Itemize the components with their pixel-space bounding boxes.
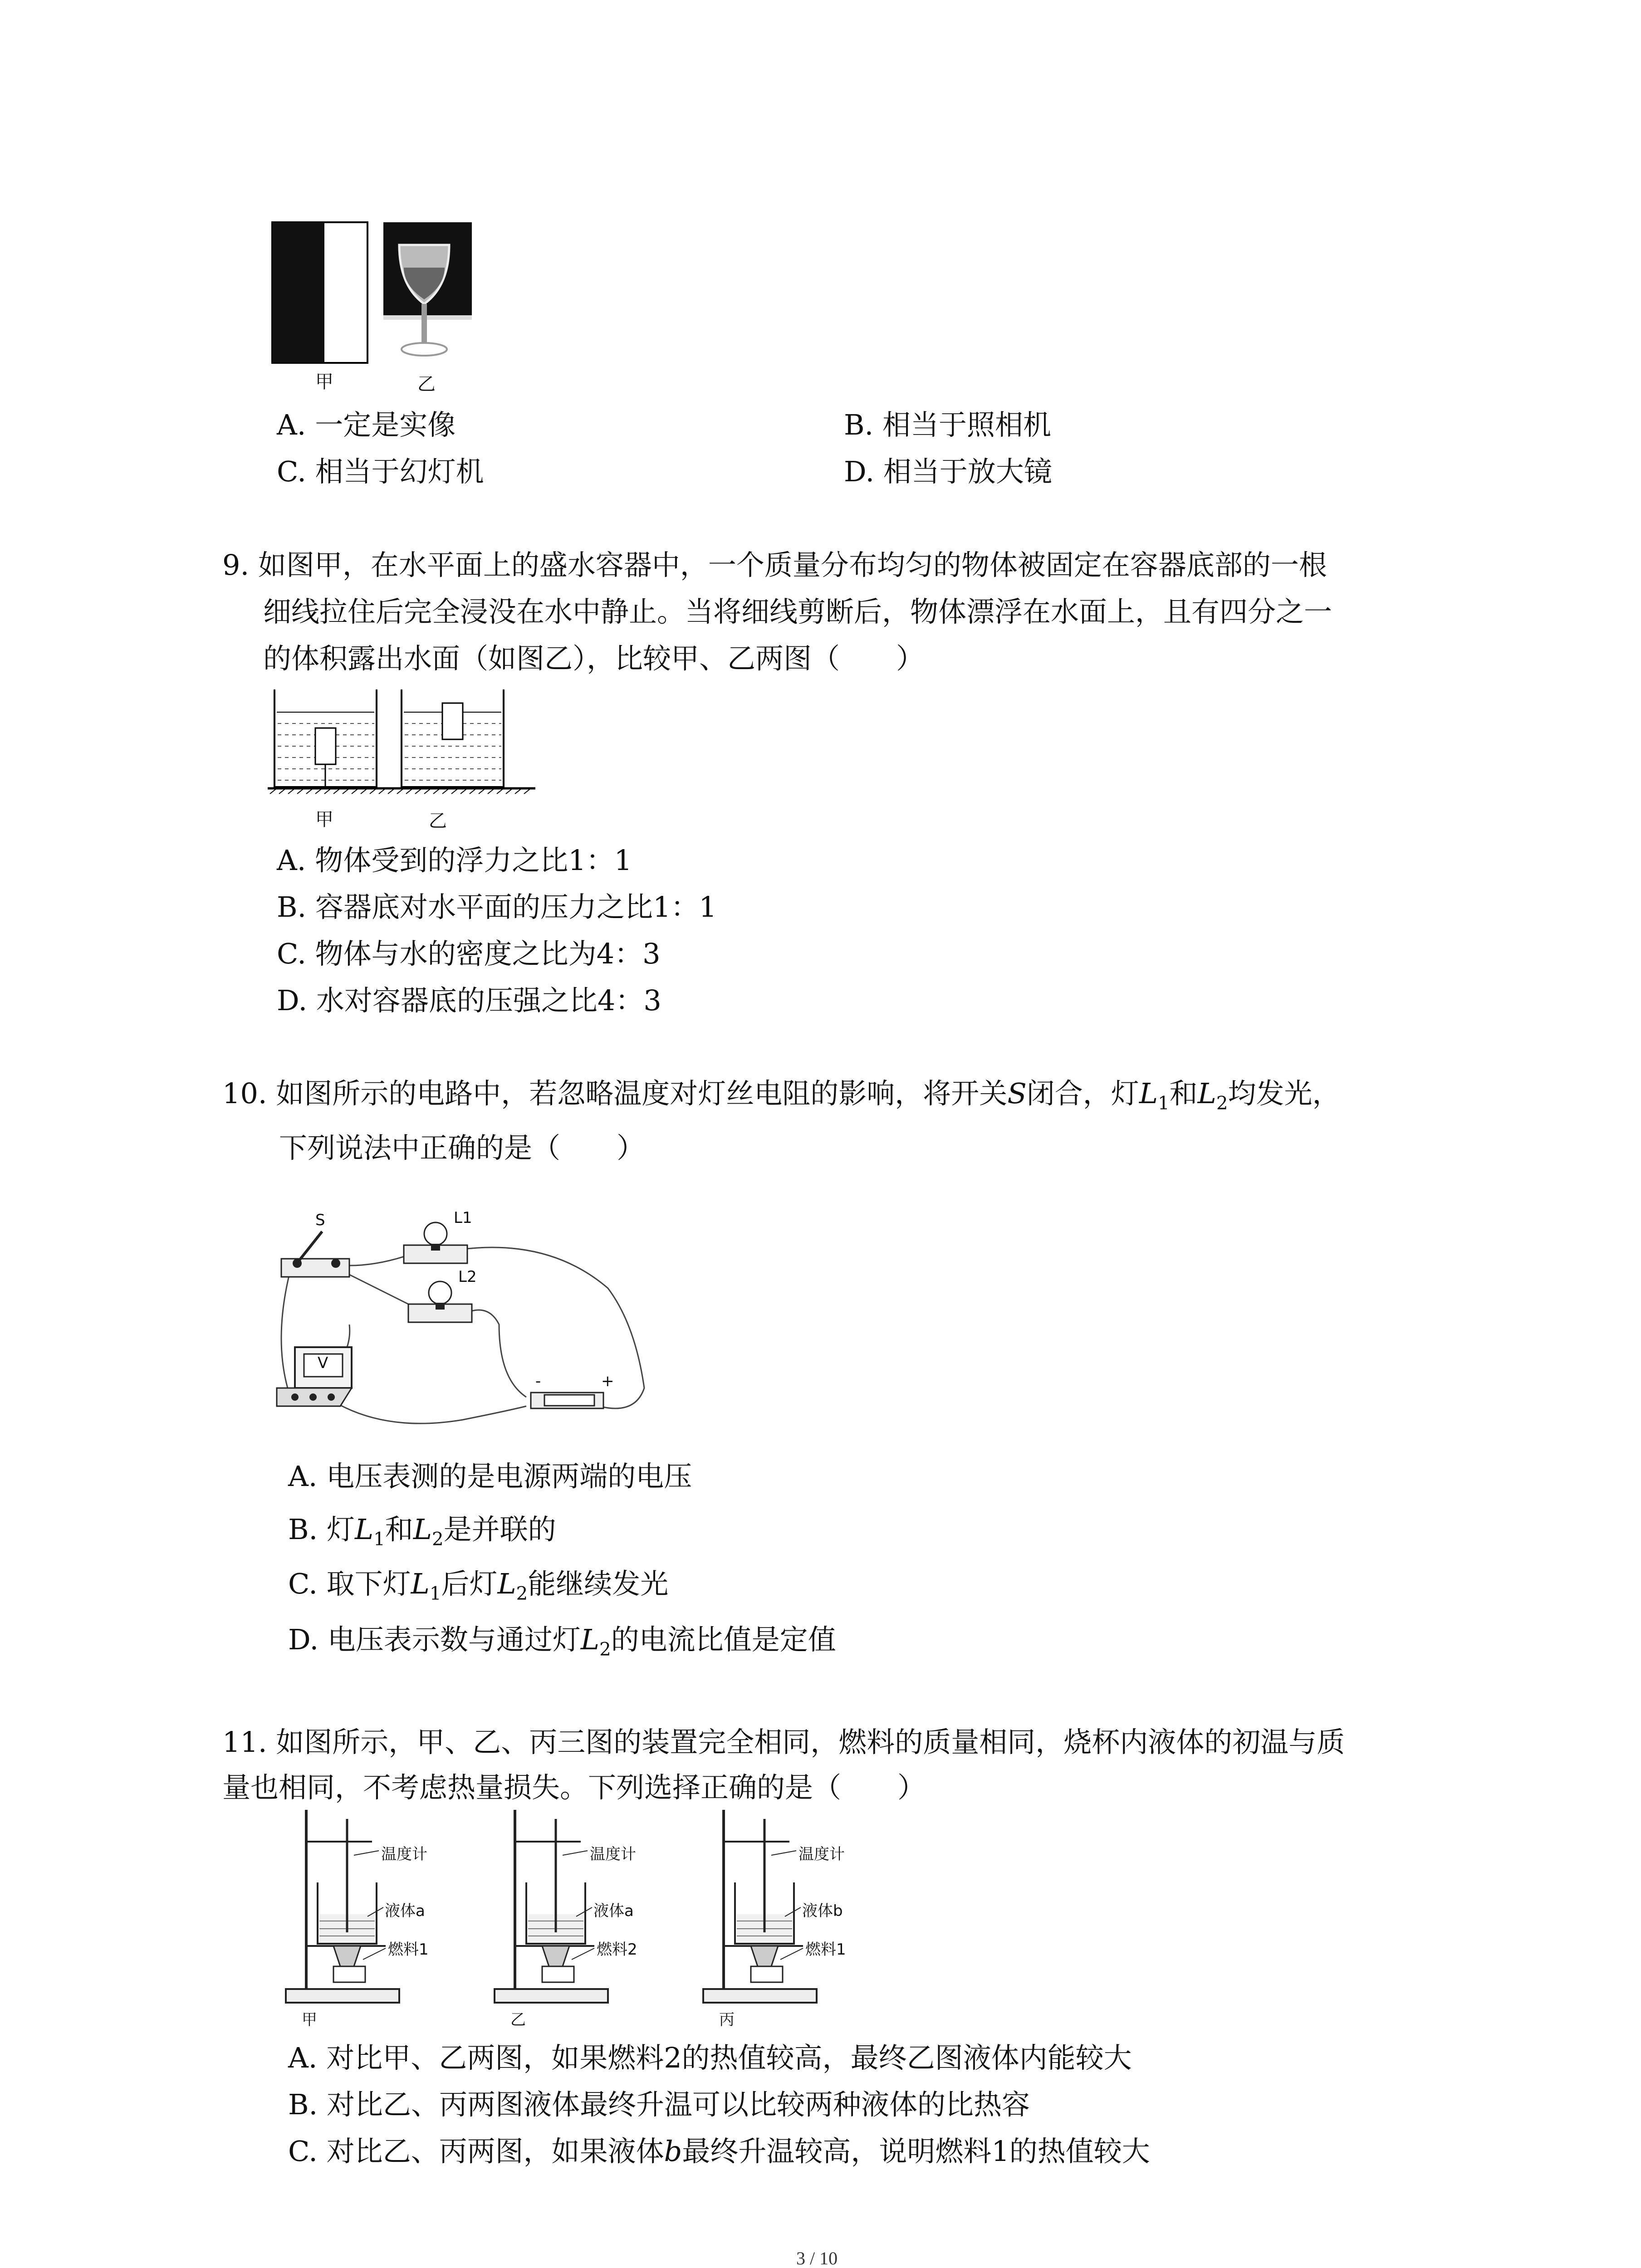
q11-option-a[interactable]: A. 对比甲、乙两图，如果燃料2的热值较高，最终乙图液体内能较大 [288, 2041, 1132, 2074]
q11-fig3-fuel: 燃料1 [805, 1941, 846, 1959]
q11-apparatus-1-drawing [281, 1810, 472, 2023]
q10-stem-text-b: 闭合，灯 [1026, 1077, 1139, 1110]
q11-stem-line1: 11. 如图所示，甲、乙、丙三图的装置完全相同，燃料的质量相同，烧杯内液体的初温与质 [222, 1725, 1345, 1759]
q10-battery-plus: + [601, 1372, 614, 1390]
q9-option-c[interactable]: C. 物体与水的密度之比为4：3 [277, 937, 661, 970]
q10-lamp2-label: L2 [458, 1268, 477, 1286]
q10-option-b-l: L [413, 1513, 432, 1546]
q10-option-b-text-a: B. 灯 [288, 1513, 355, 1546]
q10-circuit [272, 1207, 662, 1442]
q11-option-c-text-a: C. 对比乙、丙两图，如果液体 [288, 2135, 664, 2168]
q11-option-c-text-c: 最终升温较高，说明燃料1的热值较大 [682, 2135, 1150, 2168]
q10-option-c-l: L [411, 1567, 430, 1600]
q10-option-b-sub2: 2 [431, 1528, 444, 1550]
q8-option-c[interactable]: C. 相当于幻灯机 [277, 455, 484, 488]
q10-stem-text-d: 均发光， [1228, 1077, 1341, 1110]
q10-lamp1-label: L1 [454, 1209, 472, 1227]
q10-option-c-text-a: C. 取下灯 [288, 1567, 411, 1600]
q11-fig2-fuel: 燃料2 [597, 1941, 637, 1959]
q10-option-b-l: L [354, 1513, 374, 1546]
q8-figure [268, 218, 481, 399]
q11-fig1-label: 甲 [302, 2011, 317, 2029]
q10-stem-text-c: 和 [1169, 1077, 1198, 1110]
q11-fig1-thermometer: 温度计 [381, 1845, 427, 1863]
q10-option-d-text-b: 的电流比值是定值 [611, 1623, 836, 1656]
q10-option-c-sub1: 1 [429, 1583, 441, 1604]
q11-apparatus-2 [490, 1810, 681, 2029]
q10-stem-sub2: 2 [1216, 1092, 1228, 1114]
q11-fig2-thermometer: 温度计 [590, 1845, 636, 1863]
q10-option-d-l: L [580, 1623, 600, 1656]
q10-stem-text-a: 10. 如图所示的电路中，若忽略温度对灯丝电阻的影响，将开关 [222, 1077, 1008, 1110]
q9-option-a[interactable]: A. 物体受到的浮力之比1：1 [277, 844, 632, 877]
q10-option-b-text-b: 和 [385, 1513, 413, 1546]
q9-label-yi: 乙 [429, 811, 447, 831]
q11-apparatus-3 [699, 1810, 889, 2029]
q10-stem-sub1: 1 [1157, 1092, 1170, 1114]
q10-option-c-l: L [497, 1567, 516, 1600]
q10-option-d-sub2: 2 [599, 1638, 611, 1660]
q8-label-jia: 甲 [315, 371, 333, 392]
q10-voltmeter-label: V [318, 1354, 328, 1372]
q8-option-b[interactable]: B. 相当于照相机 [844, 408, 1051, 441]
q10-stem-l: L [1197, 1077, 1216, 1110]
q10-stem-line1 [222, 1077, 1341, 1114]
q11-fig3-liquid: 液体b [802, 1902, 843, 1920]
q9-containers [268, 685, 540, 835]
q10-stem-l: L [1139, 1077, 1158, 1110]
q10-option-b-sub1: 1 [373, 1528, 385, 1550]
q10-option-c[interactable] [288, 1561, 668, 1604]
q11-fig3-label: 丙 [719, 2011, 735, 2029]
q8-option-d[interactable]: D. 相当于放大镜 [844, 455, 1052, 488]
q10-option-a[interactable]: A. 电压表测的是电源两端的电压 [288, 1460, 692, 1493]
q10-option-d[interactable] [288, 1617, 836, 1660]
q9-stem-line2: 细线拉住后完全浸没在水中静止。当将细线剪断后，物体漂浮在水面上，且有四分之一 [263, 595, 1332, 628]
q9-option-d[interactable]: D. 水对容器底的压强之比4：3 [277, 984, 661, 1017]
q10-switch-label: S [315, 1211, 325, 1229]
q11-apparatus-2-drawing [490, 1810, 681, 2023]
q10-stem-line2: 下列说法中正确的是（ ） [279, 1131, 645, 1164]
q9-figure [268, 685, 540, 835]
q11-option-b[interactable]: B. 对比乙、丙两图液体最终升温可以比较两种液体的比热容 [288, 2088, 1030, 2121]
q9-option-b[interactable]: B. 容器底对水平面的压力之比1：1 [277, 890, 717, 924]
q11-fig3-thermometer: 温度计 [798, 1845, 845, 1863]
q8-images [268, 218, 481, 399]
q10-option-c-sub2: 2 [516, 1583, 528, 1604]
q11-fig2-liquid: 液体a [593, 1902, 634, 1920]
q11-option-c-b: b [664, 2135, 682, 2168]
q11-fig1-liquid: 液体a [385, 1902, 425, 1920]
q10-stem-switch-s: S [1007, 1077, 1027, 1110]
q8-label-yi: 乙 [417, 374, 436, 395]
q11-option-c[interactable] [288, 2129, 1150, 2169]
q11-stem-line2: 量也相同，不考虑热量损失。下列选择正确的是（ ） [222, 1771, 926, 1804]
q9-stem-line1: 9. 如图甲，在水平面上的盛水容器中，一个质量分布均匀的物体被固定在容器底部的一根 [222, 548, 1327, 582]
q10-option-c-text-b: 后灯 [441, 1567, 498, 1600]
q10-option-c-text-c: 能继续发光 [528, 1567, 669, 1600]
q9-stem-line3: 的体积露出水面（如图乙），比较甲、乙两图（ ） [263, 642, 925, 675]
q8-option-a[interactable]: A. 一定是实像 [277, 408, 456, 441]
q11-fig2-label: 乙 [510, 2011, 526, 2029]
q10-option-b-text-c: 是并联的 [443, 1513, 556, 1546]
q11-apparatus-3-drawing [699, 1810, 889, 2023]
q10-battery-minus: - [535, 1372, 541, 1390]
q11-apparatus-1 [281, 1810, 472, 2029]
q9-label-jia: 甲 [315, 809, 333, 830]
page-number: 3 / 10 [796, 2248, 838, 2268]
q11-fig1-fuel: 燃料1 [388, 1941, 429, 1959]
q10-option-d-text-a: D. 电压表示数与通过灯 [288, 1623, 581, 1656]
q10-circuit-figure [272, 1207, 662, 1442]
q10-option-b[interactable] [288, 1507, 556, 1549]
